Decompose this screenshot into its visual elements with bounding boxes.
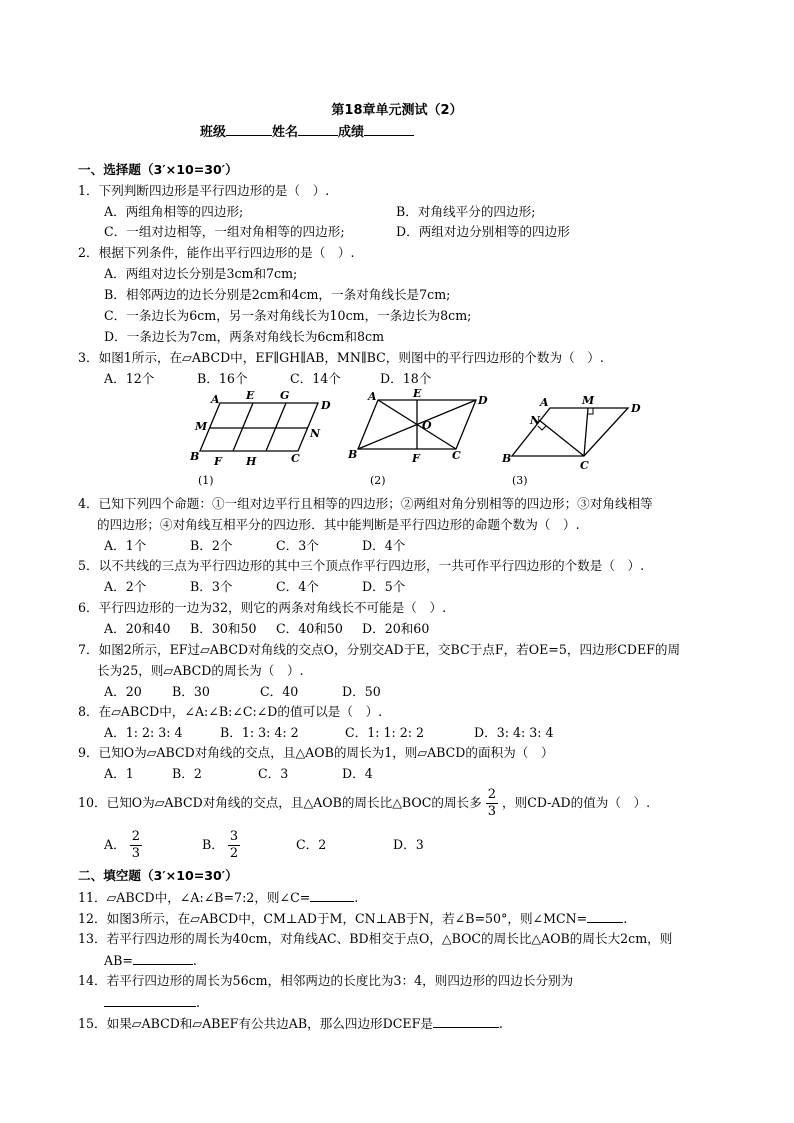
fig2-label-b: B: [348, 448, 358, 461]
q13-line2: [104, 950, 197, 971]
fig2-label-e: E: [413, 388, 422, 400]
q9-option-c: C．3: [258, 766, 289, 781]
name-label: 姓名: [272, 125, 299, 140]
fig1-label-e: E: [246, 389, 255, 402]
q7-stem-line1: 7．如图2所示，EF过▱ABCD对角线的交点O，分别交AD于E，交BC于点F，若OE=5，四边形CDEF的周: [78, 642, 681, 657]
q12-line: [78, 908, 627, 929]
fig2-label-c: C: [452, 449, 461, 462]
q10-option-b-denominator: 2: [229, 846, 239, 861]
q11-answer-blank[interactable]: [310, 887, 354, 902]
fig3-right-angle-m: [588, 408, 593, 414]
q6-option-c: C．40和50: [276, 621, 343, 636]
fig1-label-f: F: [214, 455, 222, 468]
score-blank[interactable]: [364, 122, 414, 136]
q4-option-c: C．3个: [276, 538, 319, 553]
fig3-label-m: M: [582, 394, 595, 407]
q5-option-d: D．5个: [362, 579, 406, 594]
q10-stem-fraction-denominator: 3: [487, 804, 497, 819]
fig3-label-b: B: [502, 452, 512, 465]
q6-stem: 6．平行四边形的一边为32，则它的两条对角线长不可能是（ ）.: [78, 600, 447, 615]
q13-text-2: AB=: [104, 953, 133, 968]
q15-period: .: [498, 1016, 503, 1031]
q10-stem-post: ，则CD-AD的值为（ ）.: [502, 795, 651, 810]
q10-option-a-fraction: [130, 829, 142, 862]
q1-option-a: A．两组角相等的四边形;: [104, 204, 244, 219]
page-title: 第18章单元测试（2）: [331, 103, 463, 118]
q5-stem: 5．以不共线的三点为平行四边形的其中三个顶点作平行四边形，一共可作平行四边形的个数是（ ）.: [78, 558, 645, 573]
q10-option-a-label: A．: [104, 837, 126, 852]
q9-option-b: B．2: [172, 766, 202, 781]
q11-period: .: [354, 890, 359, 905]
q8-option-c: C．1: 1: 2: 2: [345, 725, 425, 740]
q14-period: .: [196, 995, 201, 1010]
name-blank[interactable]: [298, 122, 338, 136]
q4-option-b: B．2个: [190, 538, 233, 553]
student-info-line: [200, 121, 414, 140]
q13-line1: 13．若平行四边形的周长为40cm，对角线AC、BD相交于点O，△BOC的周长比△AOB的周长大2cm，则: [78, 931, 673, 946]
fig3-label-c: C: [580, 459, 589, 472]
fig1-label-m: M: [195, 420, 208, 433]
q10-option-b-fraction: [228, 829, 240, 862]
q3-option-b: B．16个: [197, 371, 248, 386]
q14-line1: 14．若平行四边形的周长为56cm，相邻两边的长度比为3：4，则四边形的四边长分别为: [78, 973, 574, 988]
q7-option-a: A．20: [104, 684, 142, 699]
fig1-line-gh: [266, 403, 286, 451]
fig3-label-d: D: [631, 402, 641, 415]
q13-period: .: [192, 953, 197, 968]
q3-option-a: A．12个: [104, 371, 155, 386]
q6-option-a: A．20和40: [104, 621, 171, 636]
fig2-label-o: O: [422, 419, 432, 432]
q10-stem-pre: 10．已知O为▱ABCD对角线的交点，且△AOB的周长比△BOC的周长多: [78, 795, 482, 810]
q8-option-b: B．1: 3: 4: 2: [220, 725, 299, 740]
score-label: 成绩: [338, 125, 365, 140]
figure-1-drawing: [190, 388, 340, 488]
q14-line2: [104, 992, 200, 1013]
fig3-line-cm: [584, 408, 588, 456]
q10-option-a-numerator: 2: [131, 829, 140, 844]
fig1-label-h: H: [246, 455, 257, 468]
class-blank[interactable]: [226, 122, 272, 136]
q2-option-c: C．一条边长为6cm，另一条对角线长为10cm，一条边长为8cm;: [104, 308, 472, 323]
q12-text: 12．如图3所示，在▱ABCD中，CM⊥AD于M，CN⊥AB于N，若∠B=50°，则∠MCN=: [78, 911, 588, 926]
q13-answer-blank[interactable]: [133, 950, 193, 965]
figure-3-drawing: [500, 388, 650, 488]
q11-text: 11．▱ABCD中，∠A:∠B=7:2，则∠C=: [78, 890, 311, 905]
q8-option-d: D．3: 4: 3: 4: [474, 725, 554, 740]
q7-option-c: C．40: [260, 684, 299, 699]
fig1-label-g: G: [280, 389, 290, 402]
q3-option-c: C．14个: [290, 371, 341, 386]
section-fill-heading: 二、填空题（3′×10=30′）: [78, 868, 238, 883]
q4-stem-line2: 的四边形；④对角线互相平分的四边形．其中能判断是平行四边形的命题个数为（ ）.: [97, 517, 580, 532]
fig2-label-a: A: [368, 390, 377, 403]
class-label: 班级: [200, 125, 227, 140]
fig1-line-ef: [233, 403, 253, 451]
q2-stem: 2．根据下列条件，能作出平行四边形的是（ ）.: [78, 245, 355, 260]
q10-stem: [78, 785, 650, 821]
q4-option-a: A．1个: [104, 538, 147, 553]
fig2-label-f: F: [412, 452, 420, 465]
fig1-label-c: C: [291, 452, 300, 465]
q15-answer-blank[interactable]: [433, 1013, 499, 1028]
q10-option-b: [202, 827, 244, 863]
q11-line: [78, 887, 358, 908]
q7-option-b: B．30: [172, 684, 210, 699]
figure-3: [500, 388, 650, 488]
q12-answer-blank[interactable]: [587, 908, 623, 923]
q2-option-a: A．两组对边长分别是3cm和7cm;: [104, 266, 298, 281]
fig3-label-n: N: [530, 414, 541, 427]
q7-option-d: D．50: [342, 684, 381, 699]
fig2-label-d: D: [478, 394, 488, 407]
q9-stem: 9．已知O为▱ABCD对角线的交点，且△AOB的周长为1，则▱ABCD的面积为（ ）: [78, 745, 554, 760]
q9-option-d: D．4: [342, 766, 373, 781]
q10-option-b-numerator: 3: [229, 829, 239, 844]
q1-option-d: D．两组对边分别相等的四边形: [396, 224, 570, 239]
q2-option-b: B．相邻两边的边长分别是2cm和4cm，一条对角线长是7cm;: [104, 287, 451, 302]
q3-stem: 3．如图1所示，在▱ABCD中，EF∥GH∥AB，MN∥BC，则图中的平行四边形的个数为（ ）.: [78, 350, 604, 365]
figure-2: [348, 388, 493, 488]
q7-stem-line2: 长为25，则▱ABCD的周长为（ ）.: [97, 663, 304, 678]
figure-2-caption: (2): [370, 474, 386, 487]
q6-option-d: D．20和60: [362, 621, 430, 636]
q4-option-d: D．4个: [362, 538, 406, 553]
q5-option-b: B．3个: [190, 579, 233, 594]
q10-option-a-denominator: 3: [131, 846, 140, 861]
q8-stem: 8．在▱ABCD中，∠A:∠B:∠C:∠D的值可以是（ ）.: [78, 704, 383, 719]
q5-option-c: C．4个: [276, 579, 319, 594]
q15-text: 15．如果▱ABCD和▱ABEF有公共边AB，那么四边形DCEF是: [78, 1016, 433, 1031]
q14-answer-blank[interactable]: [104, 992, 196, 1007]
q1-stem: 1．下列判断四边形是平行四边形的是（ ）.: [78, 183, 330, 198]
q1-option-b: B．对角线平分的四边形;: [396, 204, 536, 219]
q12-period: .: [623, 911, 628, 926]
figure-1: [190, 388, 340, 488]
q3-option-d: D．18个: [380, 371, 432, 386]
q15-line: [78, 1013, 503, 1034]
fig3-label-a: A: [540, 396, 549, 409]
figure-1-caption: (1): [198, 474, 214, 487]
q10-option-a: [104, 827, 146, 863]
q10-stem-fraction-numerator: 2: [487, 787, 497, 802]
fig1-parallelogram: [200, 403, 318, 451]
fig3-line-cn: [539, 420, 584, 456]
q1-option-c: C．一组对边相等，一组对角相等的四边形;: [104, 224, 345, 239]
fig1-label-a: A: [211, 393, 220, 406]
q6-option-b: B．30和50: [190, 621, 257, 636]
figure-3-caption: (3): [512, 474, 528, 487]
q4-stem-line1: 4．已知下列四个命题：①一组对边平行且相等的四边形；②两组对角分别相等的四边形；③对角线相等: [78, 496, 653, 511]
figure-2-drawing: [348, 388, 493, 488]
q10-option-b-label: B．: [202, 837, 224, 852]
fig1-label-n: N: [310, 427, 321, 440]
q10-option-d: D．3: [393, 837, 424, 852]
q5-option-a: A．2个: [104, 579, 147, 594]
q8-option-a: A．1: 2: 3: 4: [104, 725, 183, 740]
q2-option-d: D．一条边长为7cm，两条对角线长为6cm和8cm: [104, 329, 385, 344]
fig1-label-d: D: [321, 399, 331, 412]
q10-stem-fraction: [486, 787, 498, 820]
q9-option-a: A．1: [104, 766, 134, 781]
q10-option-c: C．2: [296, 837, 327, 852]
section-choice-heading: 一、选择题（3′×10=30′）: [78, 162, 238, 177]
fig1-label-b: B: [190, 450, 200, 463]
